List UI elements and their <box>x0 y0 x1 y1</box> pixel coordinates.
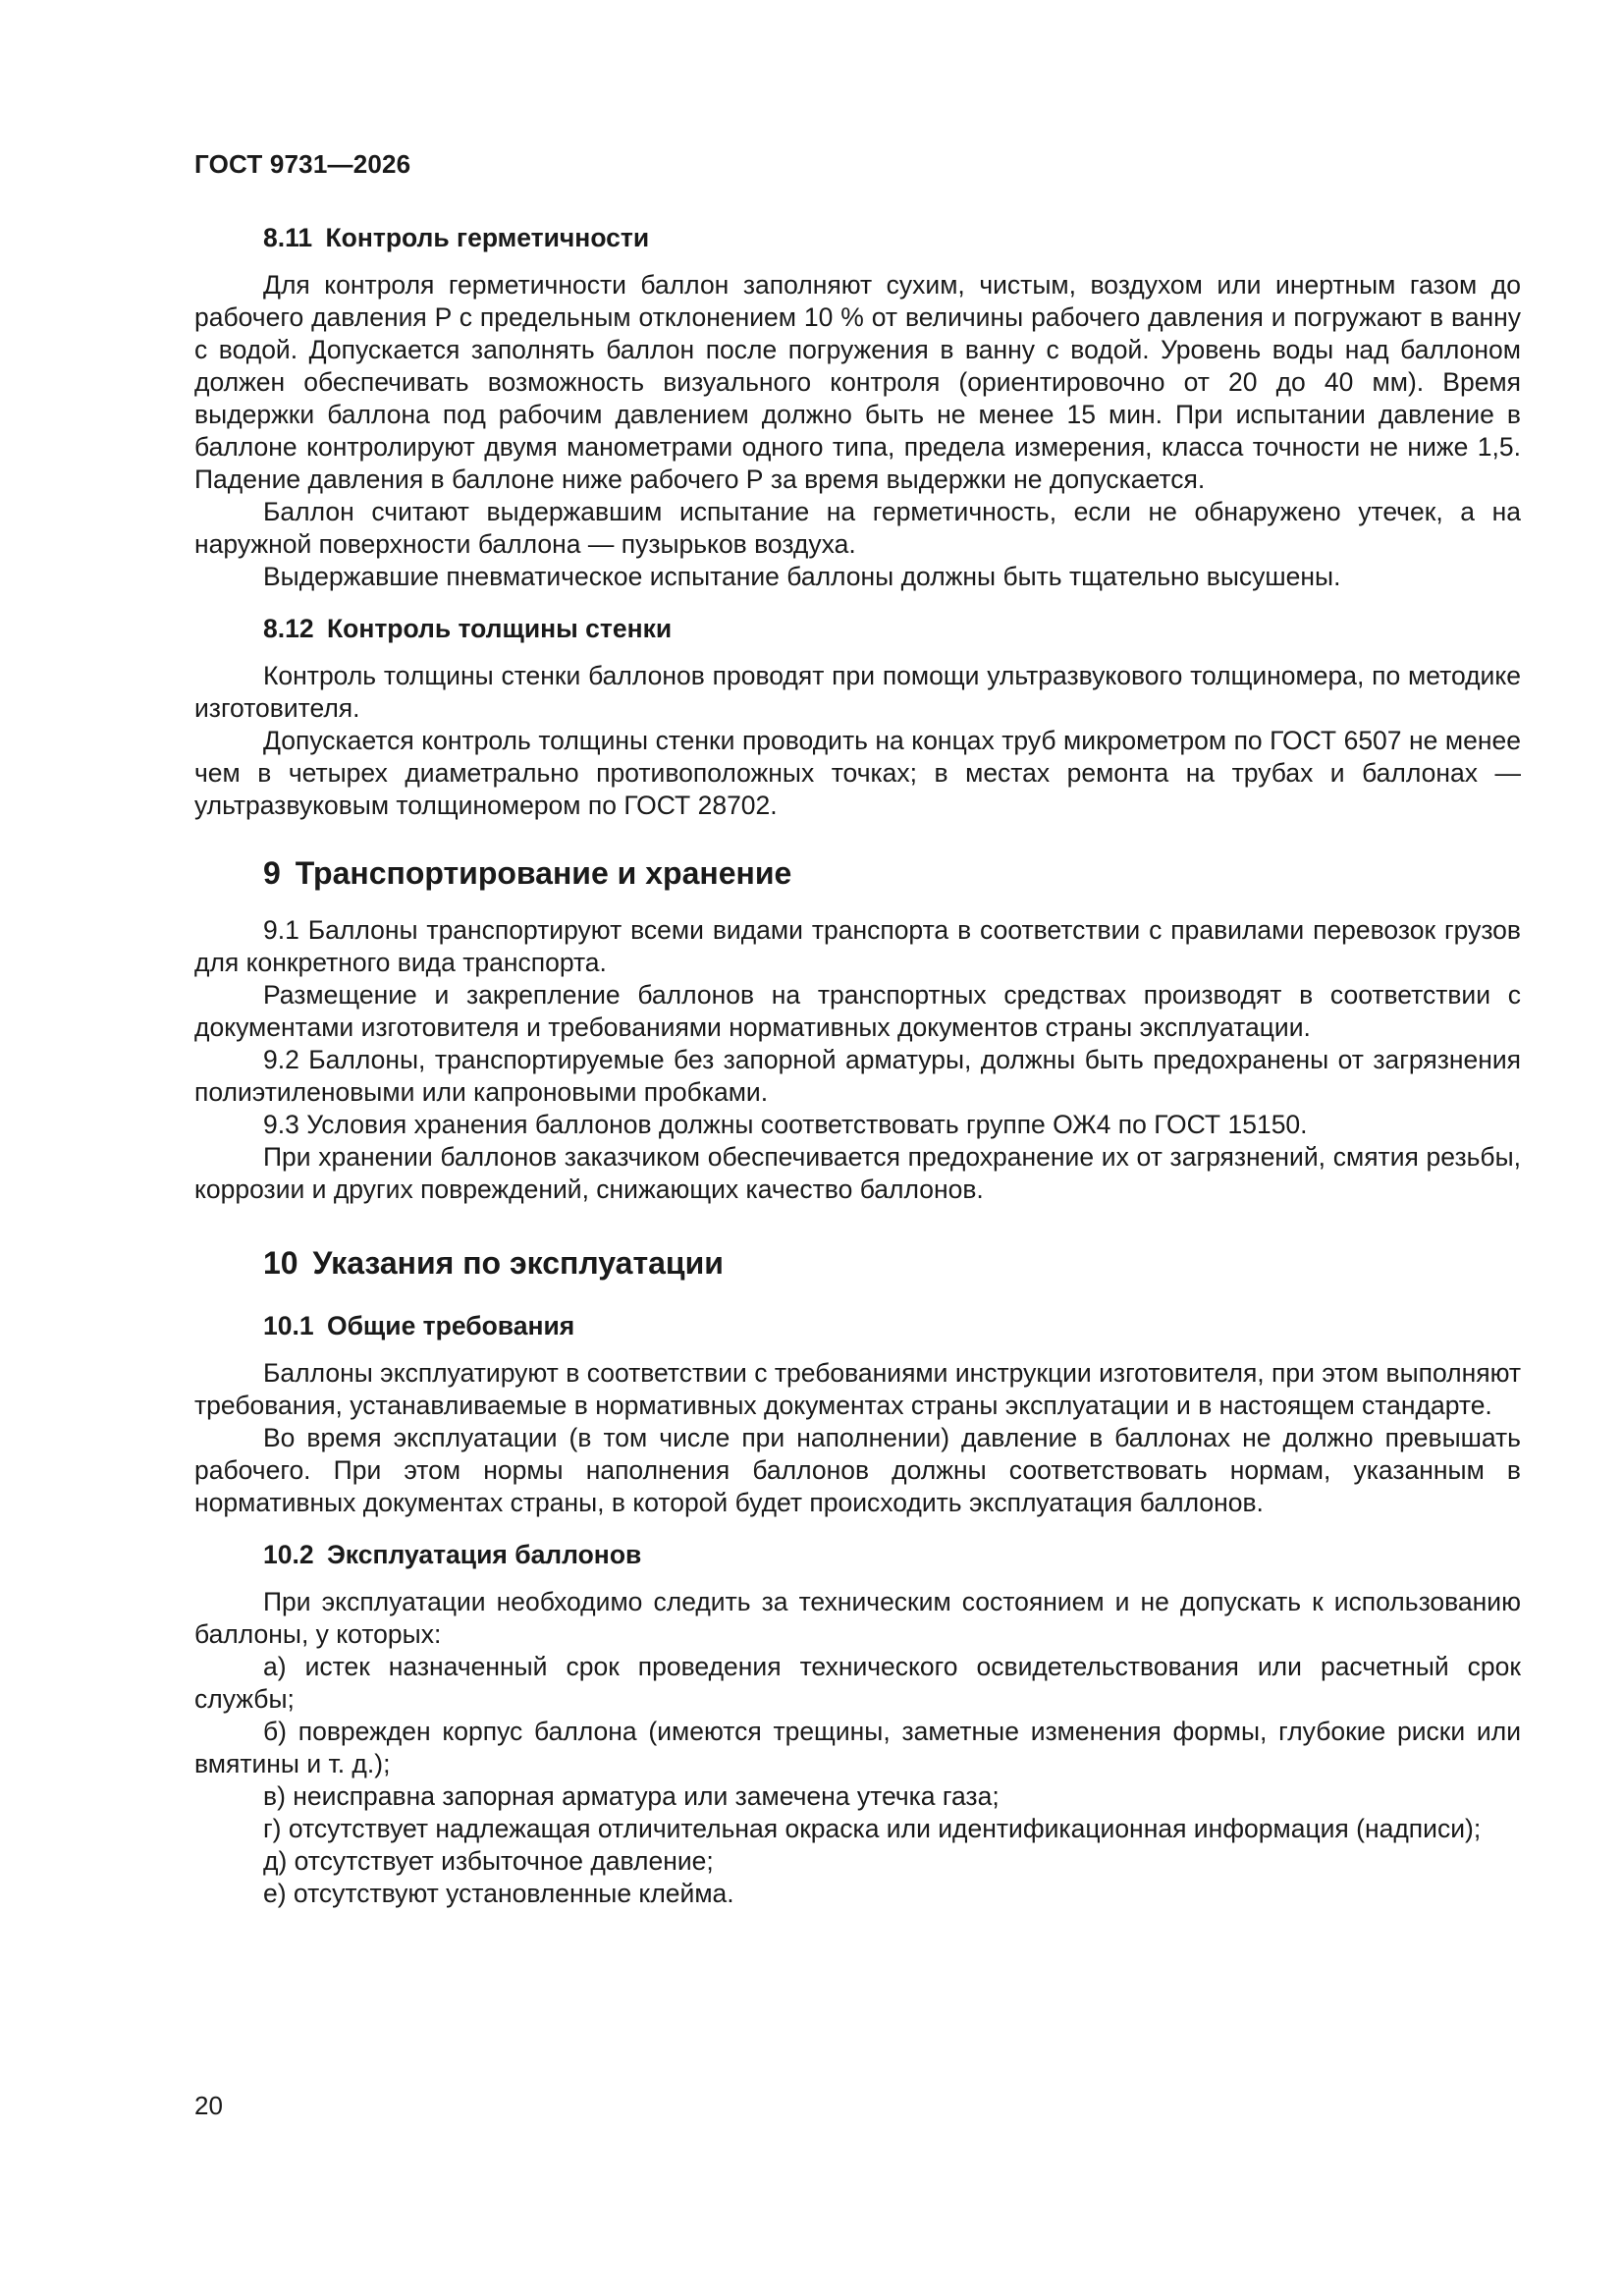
paragraph: Баллон считают выдержавшим испытание на герметичность, если не обнаружено утечек, а на наружной поверхности баллона — пузырьков воздуха. <box>194 497 1521 559</box>
section-title: Указания по эксплуатации <box>312 1245 724 1281</box>
paragraph: Баллоны эксплуатируют в соответствии с требованиями инструкции изготовителя, при этом выполняют требования, устанавливаемые в нормативных документах страны эксплуатации и в настоящем стандарте. <box>194 1358 1521 1420</box>
paragraph: Выдержавшие пневматическое испытание баллоны должны быть тщательно высушены. <box>263 562 1341 591</box>
section-number: 10.1 <box>263 1311 314 1340</box>
section-10-1-heading <box>194 1310 1521 1342</box>
list-item: б) поврежден корпус баллона (имеются трещины, заметные изменения формы, глубокие риски или вмятины и т. д.); <box>194 1717 1521 1778</box>
list-item: д) отсутствует избыточное давление; <box>263 1846 714 1876</box>
page-content <box>194 222 1521 1910</box>
paragraph: 9.3 Условия хранения баллонов должны соответствовать группе ОЖ4 по ГОСТ 15150. <box>263 1110 1308 1139</box>
section-number: 10 <box>263 1245 298 1281</box>
section-title: Эксплуатация баллонов <box>326 1540 642 1569</box>
paragraph: Допускается контроль толщины стенки проводить на концах труб микрометром по ГОСТ 6507 не менее чем в четырех диаметрально противоположных точках; в местах ремонта на трубах и баллонах — ультразвуковым толщиномером по ГОСТ 28702. <box>194 726 1521 820</box>
section-title: Контроль толщины стенки <box>326 614 673 643</box>
section-title: Общие требования <box>326 1311 575 1340</box>
paragraph: Размещение и закрепление баллонов на транспортных средствах производят в соответствии с документами изготовителя и требованиями нормативных документов страны эксплуатации. <box>194 980 1521 1042</box>
section-title: Контроль герметичности <box>325 223 650 252</box>
section-title: Транспортирование и хранение <box>295 855 792 891</box>
paragraph: Для контроля герметичности баллон заполняют сухим, чистым, воздухом или инертным газом до рабочего давления P с предельным отклонением 10 % от величины рабочего давления и погружают в ванну с водой. Допускается заполнять баллон после погружения в ванну с водой. Уровень воды над баллоном должен обеспечивать возможность визуального контроля (ориентировочно от 20 до 40 мм). Время выдержки баллона под рабочим давлением должно быть не менее 15 мин. При испытании давление в баллоне контролируют двумя манометрами одного типа, предела измерения, класса точности не ниже 1,5. Падение давления в баллоне ниже рабочего Р за время выдержки не допускается. <box>194 270 1521 494</box>
paragraph: При хранении баллонов заказчиком обеспечивается предохранение их от загрязнений, смятия резьбы, коррозии и других повреждений, снижающих качество баллонов. <box>194 1142 1521 1204</box>
paragraph: Во время эксплуатации (в том числе при наполнении) давление в баллонах не должно превышать рабочего. При этом нормы наполнения баллонов должны соответствовать нормам, указанным в нормативных документах страны, в которой будет происходить эксплуатация баллонов. <box>194 1423 1521 1517</box>
list-item: г) отсутствует надлежащая отличительная окраска или идентификационная информация (надписи); <box>263 1814 1482 1843</box>
list-item: а) истек назначенный срок проведения технического освидетельствования или расчетный срок службы; <box>194 1652 1521 1714</box>
list-item: в) неисправна запорная арматура или замечена утечка газа; <box>263 1781 1000 1811</box>
section-10-heading <box>194 1243 1521 1283</box>
section-8-12-heading <box>194 613 1521 645</box>
page-number: 20 <box>194 2091 223 2120</box>
paragraph: 9.1 Баллоны транспортируют всеми видами транспорта в соответствии с правилами перевозок грузов для конкретного вида транспорта. <box>194 915 1521 977</box>
paragraph: При эксплуатации необходимо следить за техническим состоянием и не допускать к использованию баллоны, у которых: <box>194 1587 1521 1649</box>
section-10-2-heading <box>194 1539 1521 1571</box>
paragraph: 9.2 Баллоны, транспортируемые без запорной арматуры, должны быть предохранены от загрязнения полиэтиленовыми или капроновыми пробками. <box>194 1045 1521 1107</box>
section-9-heading <box>194 853 1521 893</box>
section-number: 8.11 <box>263 223 313 252</box>
section-8-11-heading <box>194 222 1521 254</box>
paragraph: Контроль толщины стенки баллонов проводят при помощи ультразвукового толщиномера, по методике изготовителя. <box>194 661 1521 723</box>
section-number: 8.12 <box>263 614 314 643</box>
section-number: 9 <box>263 855 281 891</box>
list-item: е) отсутствуют установленные клейма. <box>263 1879 734 1908</box>
section-number: 10.2 <box>263 1540 314 1569</box>
document-code-header: ГОСТ 9731—2026 <box>194 149 411 179</box>
